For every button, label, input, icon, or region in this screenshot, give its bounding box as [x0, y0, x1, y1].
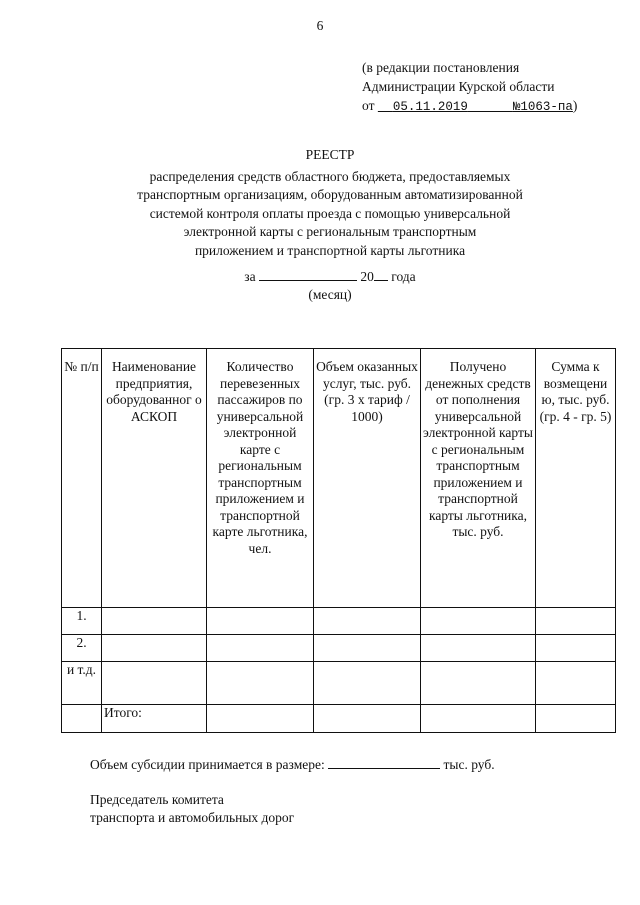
period-prefix: за	[244, 269, 256, 284]
subsidy-text: Объем субсидии принимается в размере:	[90, 757, 325, 772]
header-company: Наименование предприятия, оборудованног о АСКОП	[102, 349, 207, 608]
edition-line-2: Администрации Курской области	[362, 79, 555, 94]
year-blank[interactable]	[374, 268, 388, 281]
registry-subtitle-line: электронной карты с региональным транспортным	[183, 224, 477, 239]
table-cell[interactable]	[314, 608, 421, 635]
page-number: 6	[316, 18, 324, 33]
header-number: № п/п	[62, 349, 102, 608]
signature-line-1: Председатель комитета	[90, 792, 224, 807]
table-row	[62, 662, 616, 705]
edition-date: 05.11.2019	[392, 100, 468, 114]
registry-title	[0, 146, 640, 260]
row-number: и т.д.	[62, 662, 102, 705]
table-cell[interactable]	[536, 662, 616, 705]
signature-line-2: транспорта и автомобильных дорог	[90, 810, 295, 825]
table-cell[interactable]	[314, 662, 421, 705]
table-header-row	[62, 349, 616, 608]
table-cell[interactable]	[102, 608, 207, 635]
table-cell[interactable]	[421, 635, 536, 662]
registry-subtitle-line: распределения средств областного бюджета, предоставляемых	[149, 168, 511, 184]
total-label: Итого:	[102, 705, 207, 733]
table-cell[interactable]	[207, 662, 314, 705]
table-cell	[62, 705, 102, 733]
subsidy-line	[90, 756, 495, 773]
subsidy-unit: тыс. руб.	[443, 757, 495, 772]
table-cell[interactable]	[421, 662, 536, 705]
table-cell[interactable]	[102, 635, 207, 662]
header-services-volume: Объем оказанных услуг, тыс. руб. (гр. 3 х тариф / 1000)	[314, 349, 421, 608]
table-cell[interactable]	[421, 608, 536, 635]
month-blank[interactable]	[259, 268, 357, 281]
edition-note	[362, 58, 577, 117]
registry-subtitle-line: транспортным организациям, оборудованным автоматизированной	[137, 187, 523, 202]
table-total-row	[62, 705, 616, 733]
edition-close: )	[572, 98, 578, 113]
table-row	[62, 635, 616, 662]
signature-block	[90, 791, 294, 827]
table-cell[interactable]	[314, 635, 421, 662]
registry-table	[61, 348, 616, 733]
edition-number: №1063-па	[512, 100, 573, 114]
header-passengers: Количество перевезенных пассажиров по универсальной электронной карте с региональным транспортным приложением и транспортной карте льготника, чел.	[207, 349, 314, 608]
row-number: 1.	[62, 608, 102, 635]
row-number: 2.	[62, 635, 102, 662]
subsidy-amount-blank[interactable]	[328, 756, 440, 769]
registry-subtitle-line: приложением и транспортной карты льготника	[194, 242, 466, 258]
edition-line-3	[362, 96, 577, 117]
table-cell[interactable]	[207, 635, 314, 662]
table-cell[interactable]	[421, 705, 536, 733]
edition-prefix: от	[362, 98, 375, 113]
period-suffix: года	[391, 269, 416, 284]
table-cell[interactable]	[207, 705, 314, 733]
registry-heading: РЕЕСТР	[305, 147, 355, 162]
reporting-period	[0, 268, 640, 285]
edition-line-1: (в редакции постановления	[362, 60, 520, 75]
table-cell[interactable]	[207, 608, 314, 635]
header-funds-received: Получено денежных средств от пополнения универсальной электронной карты с региональным транспортным приложением и транспортной карты льготника, тыс. руб.	[421, 349, 536, 608]
table-row	[62, 608, 616, 635]
table-cell[interactable]	[536, 635, 616, 662]
registry-subtitle-line: системой контроля оплаты проезда с помощью универсальной	[149, 205, 511, 221]
table-cell[interactable]	[314, 705, 421, 733]
table-cell[interactable]	[536, 705, 616, 733]
table-cell[interactable]	[536, 608, 616, 635]
year-prefix: 20	[360, 269, 374, 284]
header-compensation: Сумма к возмещени ю, тыс. руб. (гр. 4 - гр. 5)	[536, 349, 616, 608]
table-cell[interactable]	[102, 662, 207, 705]
month-label: (месяц)	[308, 287, 352, 302]
